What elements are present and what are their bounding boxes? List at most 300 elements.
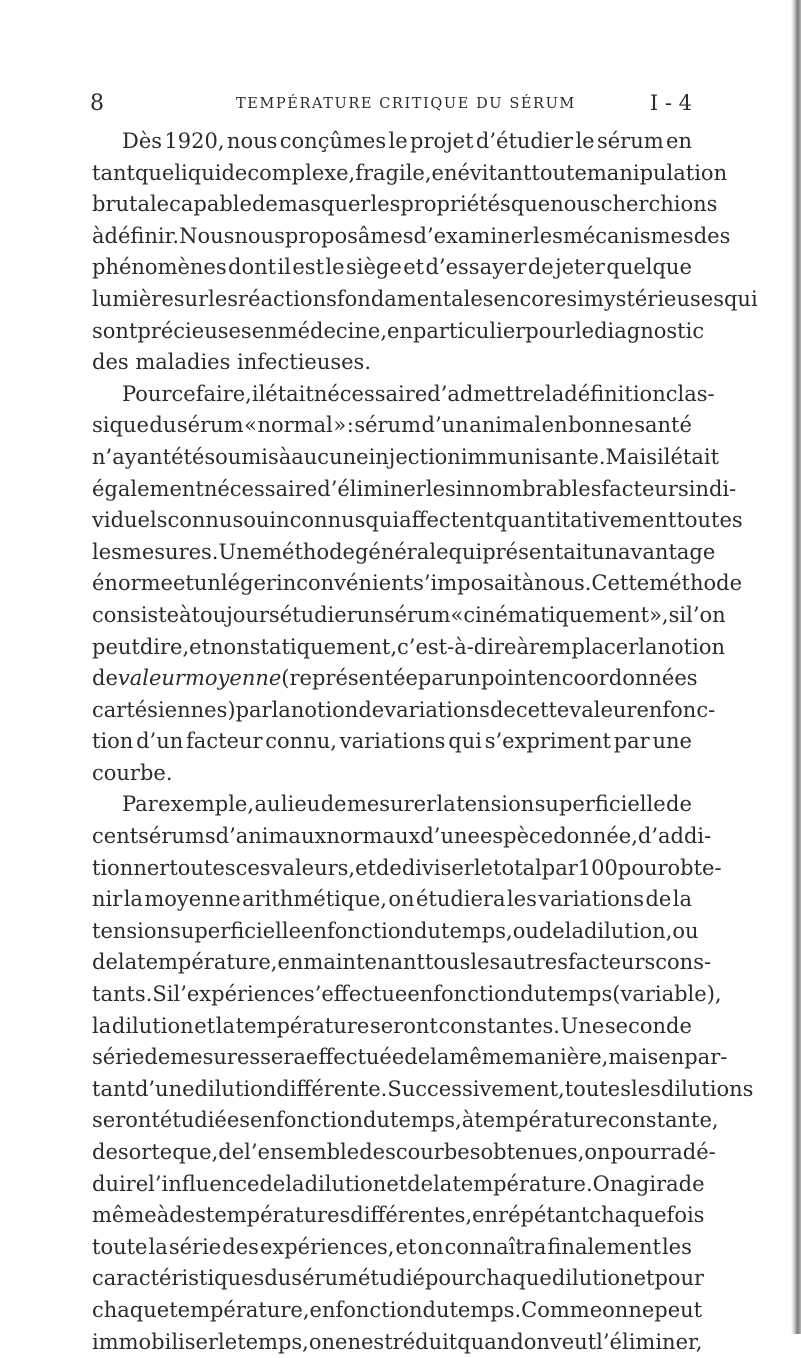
word: l’éliminer, (596, 1329, 703, 1354)
word: la (545, 381, 565, 406)
text-line (92, 600, 726, 632)
text-line (92, 252, 692, 284)
word: cartésiennes) (92, 697, 236, 722)
word: étudiera (415, 887, 506, 912)
word: la (123, 887, 143, 912)
word: mystérieuses (583, 286, 724, 311)
word: il (657, 444, 671, 469)
word: un (193, 571, 221, 596)
word: affectent (399, 508, 494, 533)
word: on (584, 1140, 611, 1164)
word: sérum (291, 1266, 358, 1291)
word: lumière (92, 286, 174, 311)
word: temps (547, 982, 613, 1007)
word: à (179, 602, 192, 627)
word: valeur (569, 697, 637, 722)
word: qui (448, 539, 483, 564)
word: présentait (482, 539, 591, 564)
word: « (244, 413, 257, 438)
word: diagnostic (594, 318, 705, 343)
text-line (92, 221, 731, 253)
word: les (631, 1076, 661, 1101)
word: facteur (186, 729, 263, 754)
word: sérums (138, 824, 216, 849)
word: si (668, 602, 687, 627)
word: en (251, 318, 278, 343)
word: quantitativement (493, 508, 677, 533)
word: différentes, (350, 1203, 473, 1228)
word: chaque (92, 1297, 170, 1322)
text-line (92, 1169, 705, 1201)
word: autres (500, 950, 569, 975)
word: la (92, 1013, 112, 1038)
word: dilution (111, 1013, 194, 1038)
word: la (564, 918, 584, 943)
word: facteurs (601, 476, 689, 501)
word: du (149, 413, 177, 438)
word: Comme (521, 1297, 603, 1322)
word: en (309, 1297, 336, 1322)
word: temps, (237, 1329, 309, 1354)
word: la (117, 950, 138, 975)
word: particulier (412, 318, 526, 343)
word: toute (531, 160, 587, 185)
word: de (92, 950, 118, 975)
word: à (92, 223, 105, 248)
word: santé (634, 413, 692, 438)
word: fonction (433, 982, 521, 1007)
word: du (414, 918, 441, 943)
text-line (92, 1232, 692, 1264)
text-line (92, 347, 692, 379)
word: mécanismes (562, 223, 694, 248)
word: coordonnées (561, 666, 698, 691)
word: températures (205, 1203, 351, 1228)
word: en (250, 1108, 276, 1133)
word: les (208, 286, 239, 311)
word: tension (92, 918, 171, 943)
word: en (541, 413, 568, 438)
word: expériences, (259, 1234, 395, 1259)
word: pour (654, 1266, 705, 1291)
word: immobiliser (92, 1329, 219, 1354)
word: étudiées (159, 1108, 251, 1133)
word: un (590, 539, 619, 564)
word: injection (368, 444, 461, 469)
word: de (375, 855, 402, 880)
word: dilution (304, 1171, 387, 1196)
word: ce (171, 381, 196, 406)
word: superficielle (170, 918, 302, 943)
word: d’un (421, 413, 469, 438)
word: toutes (564, 1076, 631, 1101)
word: de (92, 666, 118, 691)
word: ou (512, 918, 539, 943)
word: en (666, 129, 692, 153)
word: Dès (122, 129, 163, 153)
text-line (92, 1074, 754, 1106)
text-line (92, 158, 728, 190)
word: variations (339, 729, 446, 754)
word: en (431, 160, 458, 185)
word: agira (623, 1171, 679, 1196)
word: innombrables (455, 476, 602, 501)
word: cent (92, 824, 139, 849)
text-line (92, 1295, 703, 1327)
word: série (168, 1234, 222, 1259)
word: c’est-à-dire (397, 634, 517, 659)
word: était (265, 381, 314, 406)
word: sérum (176, 413, 244, 438)
word: les (533, 223, 563, 248)
word: notion (290, 697, 359, 722)
word: il (277, 255, 291, 280)
word: le (325, 255, 345, 280)
word: à (516, 634, 529, 659)
word: la (638, 634, 658, 659)
word: même (92, 1203, 157, 1228)
word: d’examiner (413, 223, 534, 248)
body-text (92, 126, 758, 1358)
page-header (90, 91, 692, 121)
word: : (346, 413, 354, 438)
text-line (92, 884, 692, 916)
word: maintenant (303, 950, 425, 975)
word: siège (345, 255, 402, 280)
word: clas- (665, 381, 715, 406)
word: ou (672, 918, 699, 943)
word: les (370, 192, 401, 217)
text-line (92, 695, 716, 727)
word: que (510, 192, 551, 217)
word: normaux (326, 824, 421, 849)
word: dé- (682, 1140, 716, 1164)
word: de (144, 1045, 171, 1070)
text-line (92, 410, 692, 442)
word: d’admettre (427, 381, 546, 406)
word: et (194, 1013, 216, 1038)
word: phénomènes (92, 255, 227, 280)
word: Mais (605, 444, 658, 469)
word: dont (228, 255, 277, 280)
word: d’étudier (475, 129, 574, 153)
text-line (92, 316, 705, 348)
word: dilution (194, 1076, 277, 1101)
word: s’expriment (484, 729, 611, 754)
word: les (425, 476, 456, 501)
word: toutes (676, 508, 743, 533)
word: on (523, 1329, 550, 1354)
word: tous (424, 950, 471, 975)
word: on (388, 887, 415, 912)
word: la (215, 1013, 236, 1038)
word: 1920, (164, 129, 225, 153)
page-number: 8 (90, 91, 104, 116)
word: qui (365, 508, 400, 533)
word: connus (167, 508, 244, 533)
word: peut (92, 634, 140, 659)
section-number: I - 4 (649, 91, 692, 115)
word: à (521, 571, 535, 596)
text-line (92, 663, 698, 695)
word: nir (92, 887, 123, 912)
word: proposâmes (284, 223, 414, 248)
word: la (430, 1045, 450, 1070)
word: sérum (383, 602, 451, 627)
word: à (278, 444, 292, 469)
text-line (92, 947, 712, 979)
word: les (470, 950, 501, 975)
word: Une (218, 539, 263, 564)
word: variations (384, 697, 490, 722)
word: moyenne (144, 887, 241, 912)
word: consiste (92, 602, 180, 627)
word: notion (657, 634, 726, 659)
word: Cette (591, 571, 650, 596)
word: capable (169, 192, 252, 217)
word: on (602, 1297, 629, 1322)
word: encore (493, 286, 567, 311)
word: tants. (92, 982, 153, 1007)
word: évitant (457, 160, 532, 185)
word: en (472, 1203, 499, 1228)
text-line (92, 726, 692, 758)
word: remplacer (528, 634, 639, 659)
word: Par (122, 792, 158, 817)
word: température, (169, 1297, 310, 1322)
word: nous (550, 192, 601, 217)
word: Si (152, 982, 174, 1007)
word: par- (684, 1045, 728, 1070)
word: et (172, 571, 194, 596)
word: mesurer (346, 792, 437, 817)
word: jeter (555, 255, 605, 280)
word: du (520, 982, 548, 1007)
word: de (666, 792, 692, 817)
word: variations (538, 887, 645, 912)
word: pourra (610, 1140, 683, 1164)
word: au (254, 792, 281, 817)
text-line (92, 284, 758, 316)
word: par (235, 697, 272, 722)
word: et (403, 255, 425, 280)
word: d’une (420, 824, 480, 849)
word: de (404, 1045, 431, 1070)
word: par (541, 855, 578, 880)
word: seront (92, 1108, 160, 1133)
word: quand (457, 1329, 524, 1354)
word: et (395, 1234, 417, 1259)
word: léger (220, 571, 276, 596)
word: s’effectue (303, 982, 408, 1007)
word: exemple, (158, 792, 255, 817)
word: sérum (354, 413, 421, 438)
word: nous. (534, 571, 592, 596)
text-line (92, 442, 720, 474)
word: de (218, 1140, 245, 1164)
word: du (363, 1108, 390, 1133)
word: ne (628, 1297, 655, 1322)
word: d’essayer (425, 255, 527, 280)
word: projet (410, 129, 474, 153)
word: tension (456, 792, 535, 817)
word: on (417, 1234, 444, 1259)
book-page-edge (791, 0, 801, 1334)
word: est (292, 255, 325, 280)
word: fragile, (355, 160, 432, 185)
word: température. (452, 1171, 593, 1196)
word: duire (92, 1171, 149, 1196)
word: par (417, 666, 454, 691)
word: du (422, 1297, 450, 1322)
word: des (169, 1203, 206, 1228)
word: dilutions (660, 1076, 754, 1101)
word: effectuée (305, 1045, 405, 1070)
word: en (658, 1045, 685, 1070)
word: facteurs (568, 950, 656, 975)
word: inconvénient (275, 571, 414, 596)
text-line (92, 1327, 703, 1358)
word: sont (92, 318, 138, 343)
word: connu, (265, 729, 337, 754)
word: toujours (191, 602, 280, 627)
word: l’expérience (173, 982, 304, 1007)
word: d’addi- (637, 824, 712, 849)
word: si (566, 286, 584, 311)
word: mesures. (121, 539, 219, 564)
word: des (222, 1234, 259, 1259)
text-line (92, 979, 722, 1011)
word: nous (234, 223, 285, 248)
word: du (264, 1266, 292, 1291)
word: en (301, 918, 327, 943)
word: température (235, 1013, 370, 1038)
word: sera (260, 1045, 306, 1070)
word: le (473, 855, 493, 880)
word: les (506, 887, 537, 912)
word: répétant (498, 1203, 590, 1228)
word: en (277, 950, 304, 975)
word: dilution, (583, 918, 673, 943)
word: Une (560, 1013, 605, 1038)
word: Pour (122, 381, 172, 406)
word: » (333, 413, 347, 438)
word: Successivement, (387, 1076, 565, 1101)
word: « (450, 602, 464, 627)
word: donnée, (553, 824, 638, 849)
word: valeur (117, 666, 185, 691)
word: fondamentales (336, 286, 494, 311)
word: que (134, 160, 175, 185)
word: obte- (667, 855, 722, 880)
word: avantage (618, 539, 716, 564)
word: espèce (479, 824, 554, 849)
word: constantes. (438, 1013, 560, 1038)
word: la (433, 1171, 453, 1196)
word: de (538, 918, 565, 943)
word: et (386, 1171, 408, 1196)
word: superficielle (534, 792, 666, 817)
word: été (171, 444, 205, 469)
word: également (92, 476, 204, 501)
word: tionner (92, 855, 170, 880)
word: est (361, 1329, 393, 1354)
word: veut (549, 1329, 597, 1354)
word: et (633, 1266, 655, 1291)
word: des (359, 1140, 396, 1164)
word: en (636, 697, 663, 722)
word: animal (469, 413, 542, 438)
word: viduels (92, 508, 168, 533)
text-line (92, 568, 743, 600)
word: courbe. (92, 760, 173, 785)
word: méthode (262, 539, 355, 564)
word: de (92, 1140, 118, 1164)
word: un (356, 602, 384, 627)
text-line (92, 853, 722, 885)
word: sur (173, 286, 209, 311)
word: d’animaux (215, 824, 327, 849)
word: tant (92, 160, 135, 185)
word: nous (226, 129, 278, 153)
word: diviser (401, 855, 474, 880)
word: obtenues, (480, 1140, 585, 1164)
paragraph (92, 789, 754, 1358)
word: était (670, 444, 720, 469)
word: conçûmes (279, 129, 387, 153)
word: faire, (195, 381, 252, 406)
word: chaque (589, 1203, 667, 1228)
word: cinématiquement (463, 602, 650, 627)
word: qui (723, 286, 758, 311)
word: inconnus (269, 508, 366, 533)
text-line (92, 1263, 705, 1295)
word: manière, (514, 1045, 609, 1070)
word: infectieuses. (237, 350, 372, 375)
word: fonction (335, 1297, 423, 1322)
word: indi- (688, 476, 737, 501)
word: propriétés (400, 192, 511, 217)
word: de (259, 1171, 286, 1196)
word: définition (564, 381, 666, 406)
text-line (92, 1011, 692, 1043)
word: la (271, 697, 291, 722)
word: total (493, 855, 542, 880)
word: de (678, 1171, 705, 1196)
word: on (308, 1329, 336, 1354)
word: », (649, 602, 669, 627)
word: finalement (547, 1234, 661, 1259)
word: l’on (686, 602, 726, 627)
word: fonction (327, 918, 415, 943)
word: en (535, 666, 562, 691)
word: sorte (117, 1140, 173, 1164)
word: il (251, 381, 266, 406)
word: de (527, 255, 554, 280)
text-line (92, 632, 726, 664)
word: médecine, (277, 318, 387, 343)
word: d’une (134, 1076, 195, 1101)
word: la (148, 1234, 168, 1259)
word: liquide (174, 160, 248, 185)
word: la (285, 1171, 305, 1196)
text-line (92, 126, 692, 158)
text-line (92, 758, 692, 790)
text-line (92, 379, 715, 411)
word: et (355, 855, 376, 880)
paragraph (92, 379, 743, 790)
word: de (320, 792, 347, 817)
